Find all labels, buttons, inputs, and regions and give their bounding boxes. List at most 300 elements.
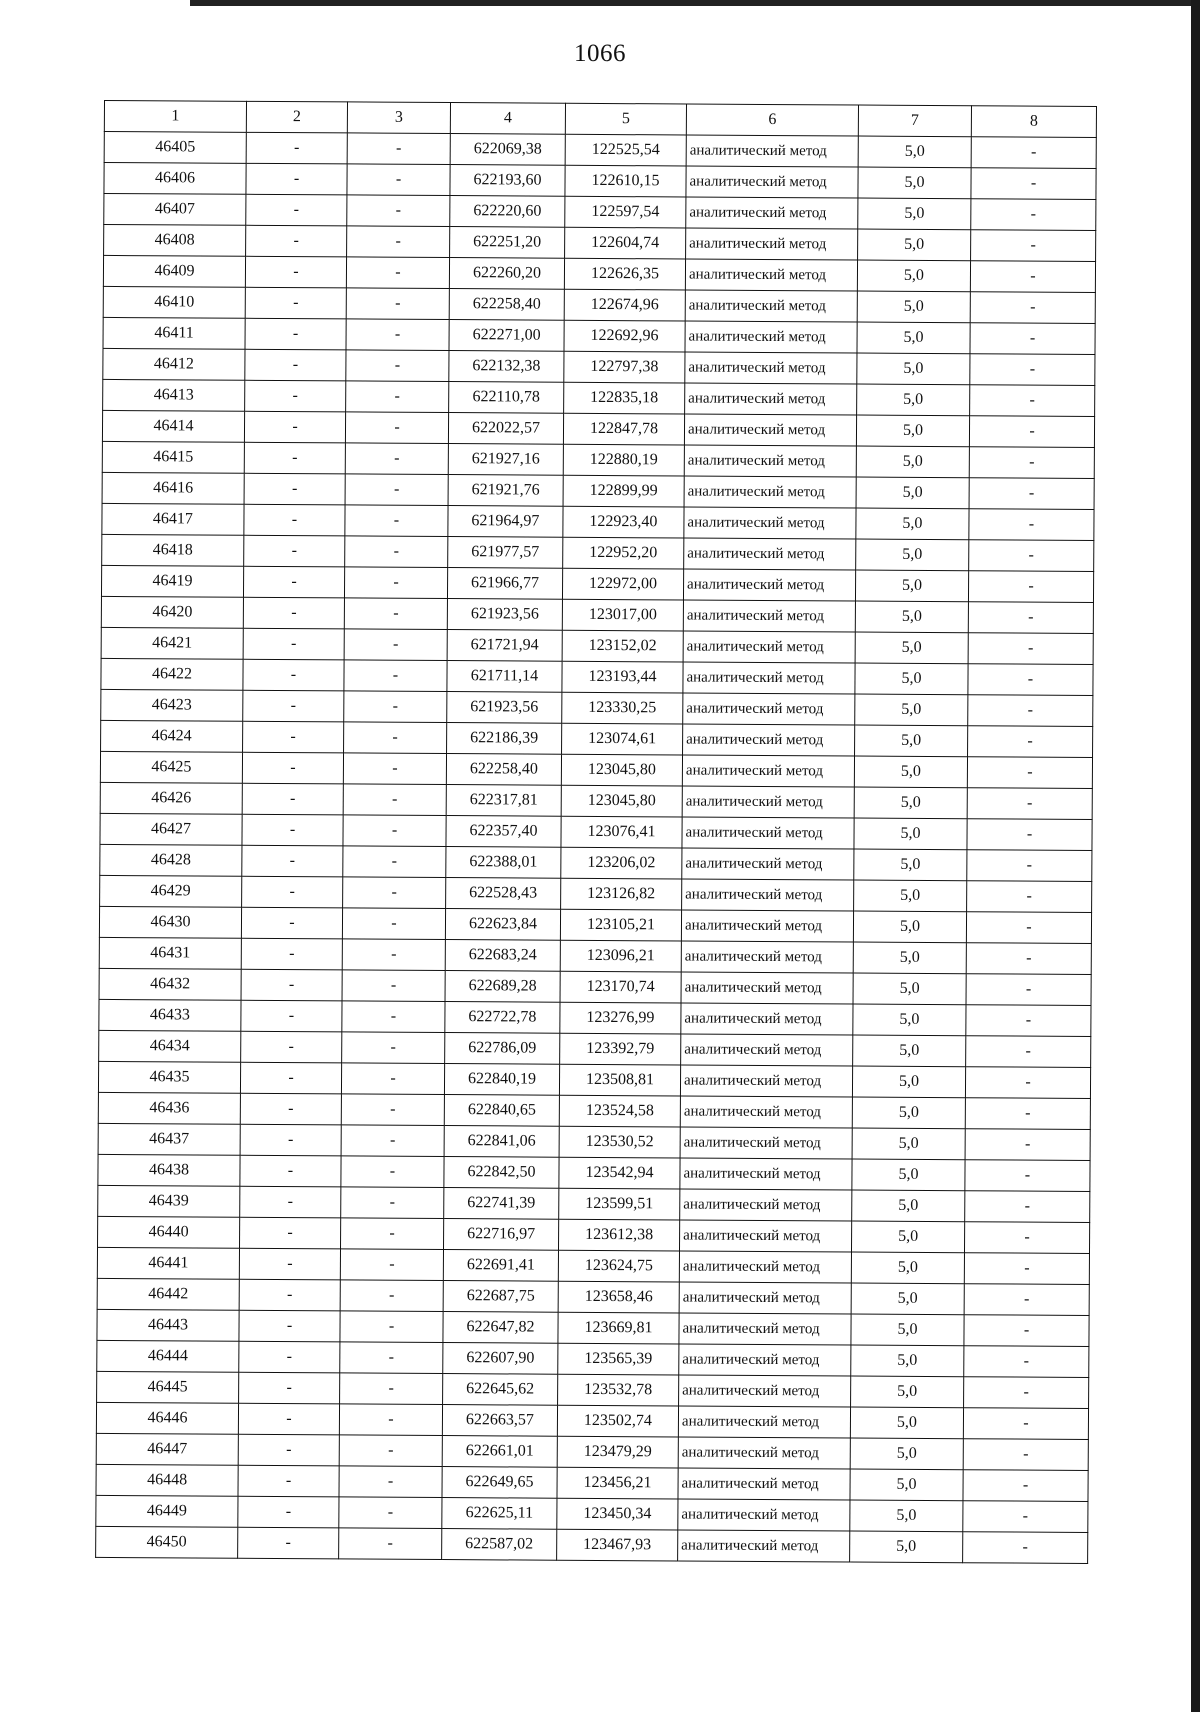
y-coordinate-cell: 123392,79: [560, 1033, 681, 1065]
col8-cell: -: [966, 1036, 1091, 1068]
method-cell: аналитический метод: [678, 1437, 850, 1469]
x-coordinate-cell: 622022,57: [448, 413, 563, 445]
y-coordinate-cell: 122604,74: [565, 227, 686, 259]
method-cell: аналитический метод: [680, 1189, 852, 1221]
x-coordinate-cell: 622069,38: [450, 134, 565, 166]
y-coordinate-cell: 123508,81: [559, 1064, 680, 1096]
accuracy-cell: 5,0: [850, 1469, 963, 1501]
col8-cell: -: [968, 602, 1093, 634]
col8-cell: -: [964, 1346, 1089, 1378]
method-cell: аналитический метод: [684, 445, 856, 477]
col8-cell: -: [967, 850, 1092, 882]
method-cell: аналитический метод: [686, 135, 858, 167]
x-coordinate-cell: 621921,76: [448, 475, 563, 507]
method-cell: аналитический метод: [679, 1375, 851, 1407]
y-coordinate-cell: 123669,81: [558, 1312, 679, 1344]
col3-cell: -: [345, 536, 448, 568]
col8-cell: -: [963, 1532, 1088, 1564]
col3-cell: -: [344, 629, 447, 661]
col8-cell: -: [965, 1160, 1090, 1192]
method-cell: аналитический метод: [682, 755, 854, 787]
method-cell: аналитический метод: [685, 321, 857, 353]
col8-cell: -: [964, 1377, 1089, 1409]
x-coordinate-cell: 621923,56: [447, 692, 562, 724]
col3-cell: -: [345, 505, 448, 537]
x-coordinate-cell: 622607,90: [443, 1343, 558, 1375]
y-coordinate-cell: 123599,51: [559, 1188, 680, 1220]
col3-cell: -: [339, 1435, 442, 1467]
x-coordinate-cell: 622663,57: [442, 1405, 557, 1437]
col8-cell: -: [967, 819, 1092, 851]
y-coordinate-cell: 123658,46: [558, 1281, 679, 1313]
accuracy-cell: 5,0: [854, 880, 967, 912]
accuracy-cell: 5,0: [851, 1252, 964, 1284]
point-number-cell: 46443: [97, 1309, 239, 1341]
accuracy-cell: 5,0: [856, 508, 969, 540]
col2-cell: -: [246, 194, 347, 226]
method-cell: аналитический метод: [685, 383, 857, 415]
col8-cell: -: [965, 1191, 1090, 1223]
point-number-cell: 46406: [104, 162, 246, 194]
coordinates-table: [95, 100, 1097, 1564]
col2-cell: -: [243, 659, 344, 691]
point-number-cell: 46441: [97, 1247, 239, 1279]
col8-cell: -: [964, 1222, 1089, 1254]
method-cell: аналитический метод: [682, 817, 854, 849]
accuracy-cell: 5,0: [857, 291, 970, 323]
col8-cell: -: [970, 292, 1095, 324]
accuracy-cell: 5,0: [855, 601, 968, 633]
col2-cell: -: [245, 318, 346, 350]
point-number-cell: 46412: [103, 348, 245, 380]
point-number-cell: 46433: [99, 999, 241, 1031]
accuracy-cell: 5,0: [855, 694, 968, 726]
point-number-cell: 46410: [103, 286, 245, 318]
method-cell: аналитический метод: [683, 662, 855, 694]
col2-cell: -: [243, 566, 344, 598]
col3-cell: -: [339, 1497, 442, 1529]
method-cell: аналитический метод: [683, 693, 855, 725]
col3-cell: -: [345, 412, 448, 444]
col3-cell: -: [343, 846, 446, 878]
point-number-cell: 46447: [96, 1433, 238, 1465]
col2-cell: -: [240, 1155, 341, 1187]
column-header: 6: [686, 104, 858, 136]
method-cell: аналитический метод: [680, 1127, 852, 1159]
x-coordinate-cell: 622625,11: [442, 1498, 557, 1530]
point-number-cell: 46407: [104, 193, 246, 225]
col3-cell: -: [347, 226, 450, 258]
accuracy-cell: 5,0: [855, 570, 968, 602]
col2-cell: -: [244, 535, 345, 567]
accuracy-cell: 5,0: [853, 911, 966, 943]
method-cell: аналитический метод: [681, 972, 853, 1004]
x-coordinate-cell: 622786,09: [445, 1033, 560, 1065]
y-coordinate-cell: 123170,74: [560, 971, 681, 1003]
y-coordinate-cell: 123126,82: [561, 878, 682, 910]
point-number-cell: 46444: [97, 1340, 239, 1372]
point-number-cell: 46415: [102, 441, 244, 473]
point-number-cell: 46409: [103, 255, 245, 287]
y-coordinate-cell: 123096,21: [560, 940, 681, 972]
accuracy-cell: 5,0: [852, 1190, 965, 1222]
y-coordinate-cell: 123456,21: [557, 1467, 678, 1499]
point-number-cell: 46427: [100, 813, 242, 845]
col3-cell: -: [343, 815, 446, 847]
col8-cell: -: [963, 1408, 1088, 1440]
x-coordinate-cell: 622647,82: [443, 1312, 558, 1344]
y-coordinate-cell: 122952,20: [563, 537, 684, 569]
y-coordinate-cell: 123565,39: [558, 1343, 679, 1375]
col3-cell: -: [346, 288, 449, 320]
accuracy-cell: 5,0: [851, 1376, 964, 1408]
col2-cell: -: [238, 1496, 339, 1528]
col8-cell: -: [971, 230, 1096, 262]
method-cell: аналитический метод: [679, 1282, 851, 1314]
col8-cell: -: [965, 1098, 1090, 1130]
col2-cell: -: [243, 597, 344, 629]
column-header: 2: [246, 101, 347, 133]
col8-cell: -: [967, 757, 1092, 789]
column-header: 1: [104, 100, 246, 132]
point-number-cell: 46408: [104, 224, 246, 256]
y-coordinate-cell: 123045,80: [561, 754, 682, 786]
point-number-cell: 46445: [97, 1371, 239, 1403]
method-cell: аналитический метод: [683, 631, 855, 663]
point-number-cell: 46430: [99, 906, 241, 938]
x-coordinate-cell: 621923,56: [447, 599, 562, 631]
accuracy-cell: 5,0: [850, 1407, 963, 1439]
method-cell: аналитический метод: [678, 1468, 850, 1500]
col2-cell: -: [238, 1434, 339, 1466]
col3-cell: -: [342, 1001, 445, 1033]
point-number-cell: 46423: [101, 689, 243, 721]
accuracy-cell: 5,0: [851, 1345, 964, 1377]
point-number-cell: 46442: [97, 1278, 239, 1310]
col3-cell: -: [343, 784, 446, 816]
col3-cell: -: [346, 257, 449, 289]
x-coordinate-cell: 622840,65: [444, 1095, 559, 1127]
method-cell: аналитический метод: [682, 879, 854, 911]
y-coordinate-cell: 122692,96: [564, 320, 685, 352]
y-coordinate-cell: 122972,00: [562, 568, 683, 600]
col3-cell: -: [342, 970, 445, 1002]
accuracy-cell: 5,0: [858, 167, 971, 199]
y-coordinate-cell: 123524,58: [559, 1095, 680, 1127]
accuracy-cell: 5,0: [855, 725, 968, 757]
point-number-cell: 46419: [101, 565, 243, 597]
point-number-cell: 46428: [100, 844, 242, 876]
x-coordinate-cell: 622186,39: [447, 723, 562, 755]
method-cell: аналитический метод: [685, 290, 857, 322]
col2-cell: -: [242, 845, 343, 877]
page-number: 1066: [574, 40, 626, 67]
col3-cell: -: [347, 195, 450, 227]
y-coordinate-cell: 123450,34: [557, 1498, 678, 1530]
col3-cell: -: [344, 660, 447, 692]
col8-cell: -: [966, 943, 1091, 975]
col2-cell: -: [244, 442, 345, 474]
col3-cell: -: [346, 350, 449, 382]
point-number-cell: 46446: [96, 1402, 238, 1434]
table-row: [96, 1526, 1088, 1563]
accuracy-cell: 5,0: [858, 229, 971, 261]
col2-cell: -: [241, 1000, 342, 1032]
point-number-cell: 46414: [102, 410, 244, 442]
col3-cell: -: [347, 164, 450, 196]
col8-cell: -: [971, 168, 1096, 200]
col8-cell: -: [963, 1501, 1088, 1533]
y-coordinate-cell: 123502,74: [557, 1405, 678, 1437]
x-coordinate-cell: 622271,00: [449, 320, 564, 352]
accuracy-cell: 5,0: [853, 942, 966, 974]
x-coordinate-cell: 622258,40: [449, 289, 564, 321]
y-coordinate-cell: 122674,96: [564, 289, 685, 321]
col2-cell: -: [239, 1248, 340, 1280]
coordinates-table-container: [95, 100, 1096, 1564]
accuracy-cell: 5,0: [856, 477, 969, 509]
col8-cell: -: [969, 509, 1094, 541]
col2-cell: -: [239, 1341, 340, 1373]
x-coordinate-cell: 622220,60: [450, 196, 565, 228]
column-header: 4: [450, 103, 565, 135]
col8-cell: -: [968, 571, 1093, 603]
x-coordinate-cell: 622388,01: [446, 847, 561, 879]
point-number-cell: 46440: [98, 1216, 240, 1248]
col2-cell: -: [243, 690, 344, 722]
x-coordinate-cell: 622722,78: [445, 1002, 560, 1034]
col8-cell: -: [967, 788, 1092, 820]
col3-cell: -: [346, 381, 449, 413]
method-cell: аналитический метод: [686, 166, 858, 198]
x-coordinate-cell: 622842,50: [444, 1157, 559, 1189]
method-cell: аналитический метод: [683, 600, 855, 632]
point-number-cell: 46450: [96, 1526, 238, 1558]
col8-cell: -: [971, 199, 1096, 231]
y-coordinate-cell: 122626,35: [564, 258, 685, 290]
col2-cell: -: [242, 876, 343, 908]
x-coordinate-cell: 622741,39: [444, 1188, 559, 1220]
x-coordinate-cell: 621711,14: [447, 661, 562, 693]
method-cell: аналитический метод: [685, 259, 857, 291]
y-coordinate-cell: 123532,78: [558, 1374, 679, 1406]
y-coordinate-cell: 123206,02: [561, 847, 682, 879]
col2-cell: -: [238, 1403, 339, 1435]
y-coordinate-cell: 123624,75: [558, 1250, 679, 1282]
y-coordinate-cell: 123076,41: [561, 816, 682, 848]
x-coordinate-cell: 621977,57: [448, 537, 563, 569]
col8-cell: -: [965, 1129, 1090, 1161]
scan-top-border: [190, 0, 1200, 6]
col8-cell: -: [970, 261, 1095, 293]
x-coordinate-cell: 622840,19: [444, 1064, 559, 1096]
col2-cell: -: [242, 814, 343, 846]
col2-cell: -: [241, 1031, 342, 1063]
col3-cell: -: [344, 722, 447, 754]
col3-cell: -: [339, 1466, 442, 1498]
col8-cell: -: [966, 974, 1091, 1006]
x-coordinate-cell: 622841,06: [444, 1126, 559, 1158]
accuracy-cell: 5,0: [853, 973, 966, 1005]
x-coordinate-cell: 622260,20: [449, 258, 564, 290]
accuracy-cell: 5,0: [858, 198, 971, 230]
x-coordinate-cell: 622649,65: [442, 1467, 557, 1499]
col2-cell: -: [241, 938, 342, 970]
accuracy-cell: 5,0: [855, 632, 968, 664]
point-number-cell: 46425: [100, 751, 242, 783]
col3-cell: -: [344, 598, 447, 630]
point-number-cell: 46438: [98, 1154, 240, 1186]
point-number-cell: 46413: [103, 379, 245, 411]
col3-cell: -: [341, 1125, 444, 1157]
point-number-cell: 46436: [98, 1092, 240, 1124]
col8-cell: -: [969, 540, 1094, 572]
method-cell: аналитический метод: [680, 1065, 852, 1097]
y-coordinate-cell: 122525,54: [565, 134, 686, 166]
y-coordinate-cell: 122610,15: [565, 165, 686, 197]
y-coordinate-cell: 122847,78: [563, 413, 684, 445]
column-header: 7: [858, 105, 971, 137]
col3-cell: -: [342, 1032, 445, 1064]
point-number-cell: 46432: [99, 968, 241, 1000]
method-cell: аналитический метод: [678, 1530, 850, 1562]
method-cell: аналитический метод: [686, 197, 858, 229]
y-coordinate-cell: 123152,02: [562, 630, 683, 662]
col3-cell: -: [340, 1342, 443, 1374]
accuracy-cell: 5,0: [856, 415, 969, 447]
col8-cell: -: [965, 1067, 1090, 1099]
x-coordinate-cell: 622528,43: [446, 878, 561, 910]
method-cell: аналитический метод: [685, 352, 857, 384]
col8-cell: -: [963, 1470, 1088, 1502]
col3-cell: -: [339, 1404, 442, 1436]
col2-cell: -: [240, 1186, 341, 1218]
point-number-cell: 46405: [104, 131, 246, 163]
accuracy-cell: 5,0: [854, 818, 967, 850]
x-coordinate-cell: 622357,40: [446, 816, 561, 848]
col2-cell: -: [239, 1279, 340, 1311]
col8-cell: -: [971, 137, 1096, 169]
accuracy-cell: 5,0: [851, 1314, 964, 1346]
col3-cell: -: [343, 877, 446, 909]
col8-cell: -: [966, 1005, 1091, 1037]
col3-cell: -: [342, 939, 445, 971]
col2-cell: -: [243, 721, 344, 753]
col3-cell: -: [344, 691, 447, 723]
column-header: 3: [347, 102, 450, 134]
col3-cell: -: [341, 1063, 444, 1095]
y-coordinate-cell: 122899,99: [563, 475, 684, 507]
accuracy-cell: 5,0: [856, 539, 969, 571]
method-cell: аналитический метод: [684, 414, 856, 446]
col3-cell: -: [341, 1218, 444, 1250]
x-coordinate-cell: 622251,20: [450, 227, 565, 259]
x-coordinate-cell: 622587,02: [442, 1529, 557, 1561]
scan-right-border: [1191, 0, 1200, 1712]
col2-cell: -: [246, 132, 347, 164]
col2-cell: -: [242, 752, 343, 784]
method-cell: аналитический метод: [683, 724, 855, 756]
accuracy-cell: 5,0: [854, 787, 967, 819]
accuracy-cell: 5,0: [851, 1221, 964, 1253]
col8-cell: -: [964, 1253, 1089, 1285]
col2-cell: -: [245, 256, 346, 288]
x-coordinate-cell: 622258,40: [446, 754, 561, 786]
accuracy-cell: 5,0: [853, 1035, 966, 1067]
x-coordinate-cell: 622683,24: [445, 940, 560, 972]
y-coordinate-cell: 123542,94: [559, 1157, 680, 1189]
x-coordinate-cell: 622689,28: [445, 971, 560, 1003]
col8-cell: -: [969, 447, 1094, 479]
accuracy-cell: 5,0: [852, 1066, 965, 1098]
x-coordinate-cell: 622110,78: [449, 382, 564, 414]
method-cell: аналитический метод: [680, 1158, 852, 1190]
col3-cell: -: [340, 1249, 443, 1281]
method-cell: аналитический метод: [682, 786, 854, 818]
x-coordinate-cell: 622317,81: [446, 785, 561, 817]
accuracy-cell: 5,0: [857, 260, 970, 292]
y-coordinate-cell: 123612,38: [559, 1219, 680, 1251]
method-cell: аналитический метод: [678, 1406, 850, 1438]
x-coordinate-cell: 622132,38: [449, 351, 564, 383]
col3-cell: -: [346, 319, 449, 351]
col2-cell: -: [240, 1062, 341, 1094]
y-coordinate-cell: 122597,54: [565, 196, 686, 228]
method-cell: аналитический метод: [684, 538, 856, 570]
col2-cell: -: [239, 1372, 340, 1404]
col2-cell: -: [240, 1217, 341, 1249]
point-number-cell: 46429: [100, 875, 242, 907]
col8-cell: -: [968, 633, 1093, 665]
col3-cell: -: [343, 753, 446, 785]
point-number-cell: 46435: [98, 1061, 240, 1093]
col2-cell: -: [240, 1124, 341, 1156]
col2-cell: -: [245, 287, 346, 319]
y-coordinate-cell: 123467,93: [557, 1529, 678, 1561]
col3-cell: -: [347, 133, 450, 165]
method-cell: аналитический метод: [679, 1344, 851, 1376]
point-number-cell: 46411: [103, 317, 245, 349]
col2-cell: -: [238, 1527, 339, 1559]
col8-cell: -: [968, 726, 1093, 758]
accuracy-cell: 5,0: [854, 756, 967, 788]
point-number-cell: 46426: [100, 782, 242, 814]
col2-cell: -: [242, 783, 343, 815]
col3-cell: -: [340, 1311, 443, 1343]
x-coordinate-cell: 621721,94: [447, 630, 562, 662]
y-coordinate-cell: 123479,29: [557, 1436, 678, 1468]
accuracy-cell: 5,0: [852, 1097, 965, 1129]
col2-cell: -: [241, 969, 342, 1001]
point-number-cell: 46420: [101, 596, 243, 628]
point-number-cell: 46422: [101, 658, 243, 690]
column-header: 8: [971, 106, 1096, 138]
point-number-cell: 46439: [98, 1185, 240, 1217]
col2-cell: -: [245, 349, 346, 381]
method-cell: аналитический метод: [679, 1220, 851, 1252]
column-header: 5: [565, 103, 686, 135]
point-number-cell: 46448: [96, 1464, 238, 1496]
y-coordinate-cell: 122797,38: [564, 351, 685, 383]
method-cell: аналитический метод: [682, 848, 854, 880]
accuracy-cell: 5,0: [852, 1128, 965, 1160]
accuracy-cell: 5,0: [852, 1159, 965, 1191]
col2-cell: -: [241, 907, 342, 939]
col2-cell: -: [246, 225, 347, 257]
col2-cell: -: [244, 411, 345, 443]
method-cell: аналитический метод: [679, 1251, 851, 1283]
col8-cell: -: [964, 1315, 1089, 1347]
